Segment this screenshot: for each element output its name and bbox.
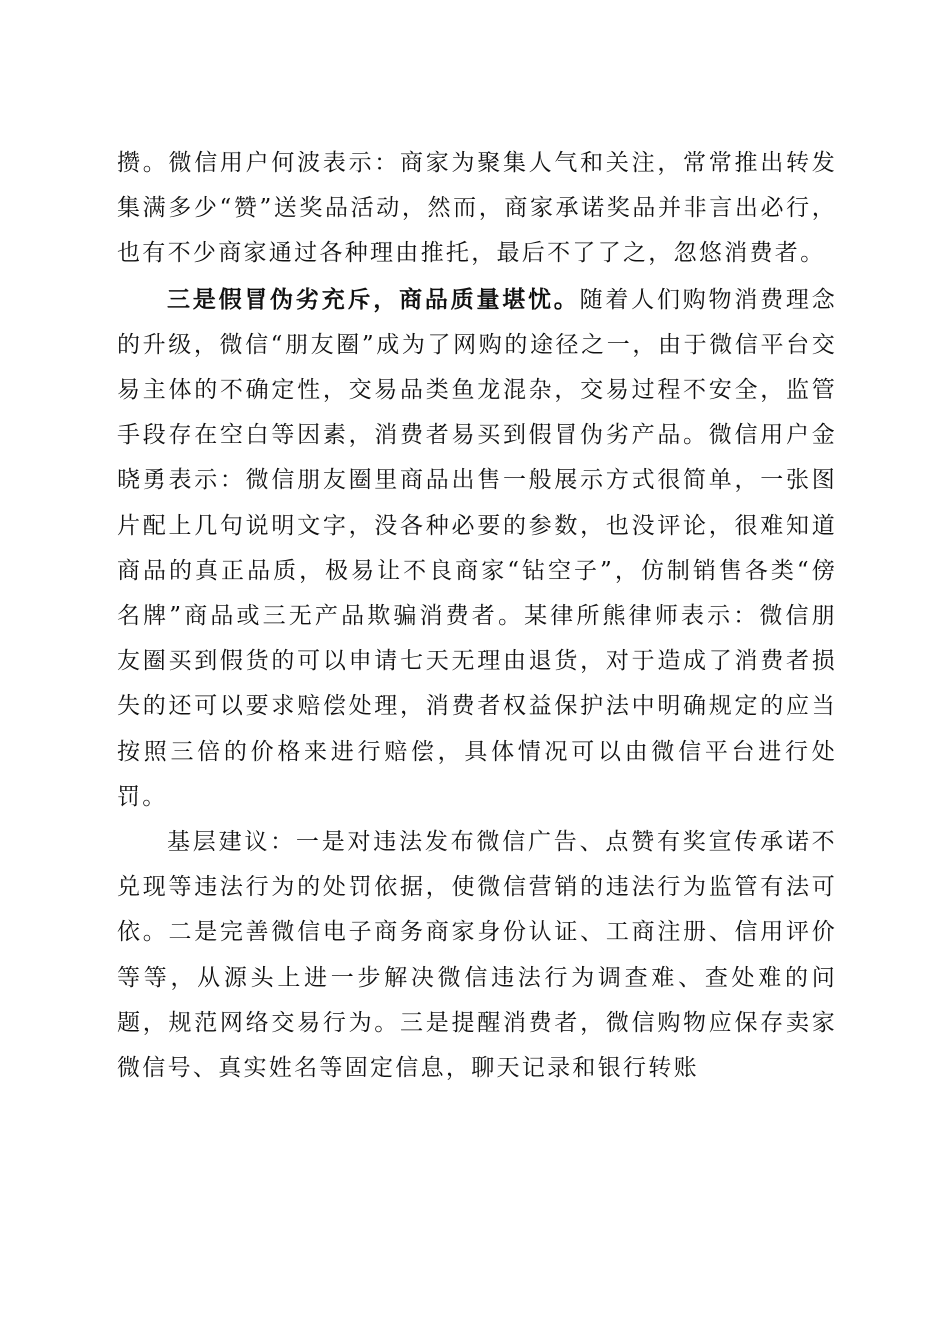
paragraph-continuation bbox=[117, 141, 837, 277]
document-body bbox=[117, 141, 837, 1091]
paragraph-2-lead: 三是假冒伪劣充斥，商品质量堪忧。 bbox=[167, 285, 580, 313]
paragraph-2-text: 随着人们购物消费理念的升级，微信“朋友圈”成为了网购的途径之一，由于微信平台交易主体的不确定性，交易品类鱼龙混杂，交易过程不安全，监管手段存在空白等因素，消费者易买到假冒伪劣产品。微信用户金晓勇表示：微信朋友圈里商品出售一般展示方式很简单，一张图片配上几句说明文字，没各种必要的参数，也没评论，很难知道商品的真正品质，极易让不良商家“钻空子”，仿制销售各类“傍名牌”商品或三无产品欺骗消费者。某律所熊律师表示：微信朋友圈买到假货的可以申请七天无理由退货，对于造成了消费者损失的还可以要求赔偿处理，消费者权益保护法中明确规定的应当按照三倍的价格来进行赔偿，具体情况可以由微信平台进行处罚。 bbox=[117, 286, 837, 810]
paragraph-point-three bbox=[117, 277, 837, 820]
paragraph-suggestions bbox=[117, 820, 837, 1091]
paragraph-1-text: 攒。微信用户何波表示：商家为聚集人气和关注，常常推出转发集满多少“赞”送奖品活动，然而，商家承诺奖品并非言出必行，也有不少商家通过各种理由推托，最后不了了之，忽悠消费者。 bbox=[117, 150, 837, 267]
paragraph-3-text: 基层建议：一是对违法发布微信广告、点赞有奖宣传承诺不兑现等违法行为的处罚依据，使微信营销的违法行为监管有法可依。二是完善微信电子商务商家身份认证、工商注册、信用评价等等，从源头上进一步解决微信违法行为调查难、查处难的问题，规范网络交易行为。三是提醒消费者，微信购物应保存卖家微信号、真实姓名等固定信息，聊天记录和银行转账 bbox=[117, 829, 837, 1082]
